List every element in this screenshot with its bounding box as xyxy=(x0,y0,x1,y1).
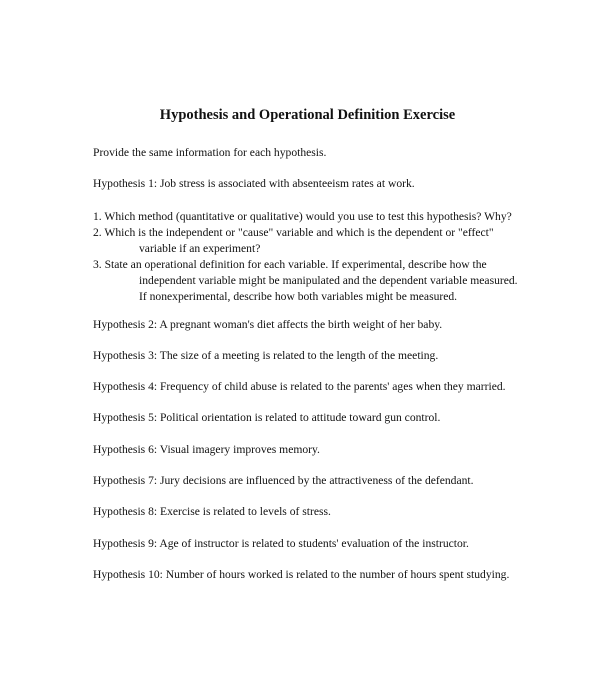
hypothesis-5: Hypothesis 5: Political orientation is related to attitude toward gun control. xyxy=(93,411,441,424)
hypothesis-7: Hypothesis 7: Jury decisions are influenced by the attractiveness of the defendant. xyxy=(93,474,474,487)
question-2-text: 2. Which is the independent or "cause" variable and which is the dependent or "effect" xyxy=(93,226,494,239)
question-1-text: 1. Which method (quantitative or qualitative) would you use to test this hypothesis? Why? xyxy=(93,210,512,223)
hypothesis-9: Hypothesis 9: Age of instructor is related to students' evaluation of the instructor. xyxy=(93,537,469,550)
hypothesis-3: Hypothesis 3: The size of a meeting is related to the length of the meeting. xyxy=(93,349,439,362)
question-3-continuation-2: If nonexperimental, describe how both variables might be measured. xyxy=(139,290,458,303)
hypothesis-8: Hypothesis 8: Exercise is related to levels of stress. xyxy=(93,505,331,518)
hypothesis-6: Hypothesis 6: Visual imagery improves memory. xyxy=(93,443,320,456)
question-3-text: 3. State an operational definition for each variable. If experimental, describe how the xyxy=(93,258,487,271)
hypothesis-1: Hypothesis 1: Job stress is associated with absenteeism rates at work. xyxy=(93,177,415,190)
document-title: Hypothesis and Operational Definition Exercise xyxy=(159,107,456,123)
question-3-continuation-1: independent variable might be manipulated and the dependent variable measured. xyxy=(139,274,518,287)
question-3 xyxy=(93,257,518,305)
question-1 xyxy=(93,209,518,225)
hypothesis-2: Hypothesis 2: A pregnant woman's diet affects the birth weight of her baby. xyxy=(93,318,443,331)
question-2-continuation: variable if an experiment? xyxy=(139,242,261,255)
intro-text: Provide the same information for each hypothesis. xyxy=(93,146,327,159)
hypothesis-4: Hypothesis 4: Frequency of child abuse is related to the parents' ages when they married. xyxy=(93,380,506,393)
hypothesis-10: Hypothesis 10: Number of hours worked is related to the number of hours spent studying. xyxy=(93,568,510,581)
question-list xyxy=(93,209,518,305)
question-2 xyxy=(93,225,518,257)
